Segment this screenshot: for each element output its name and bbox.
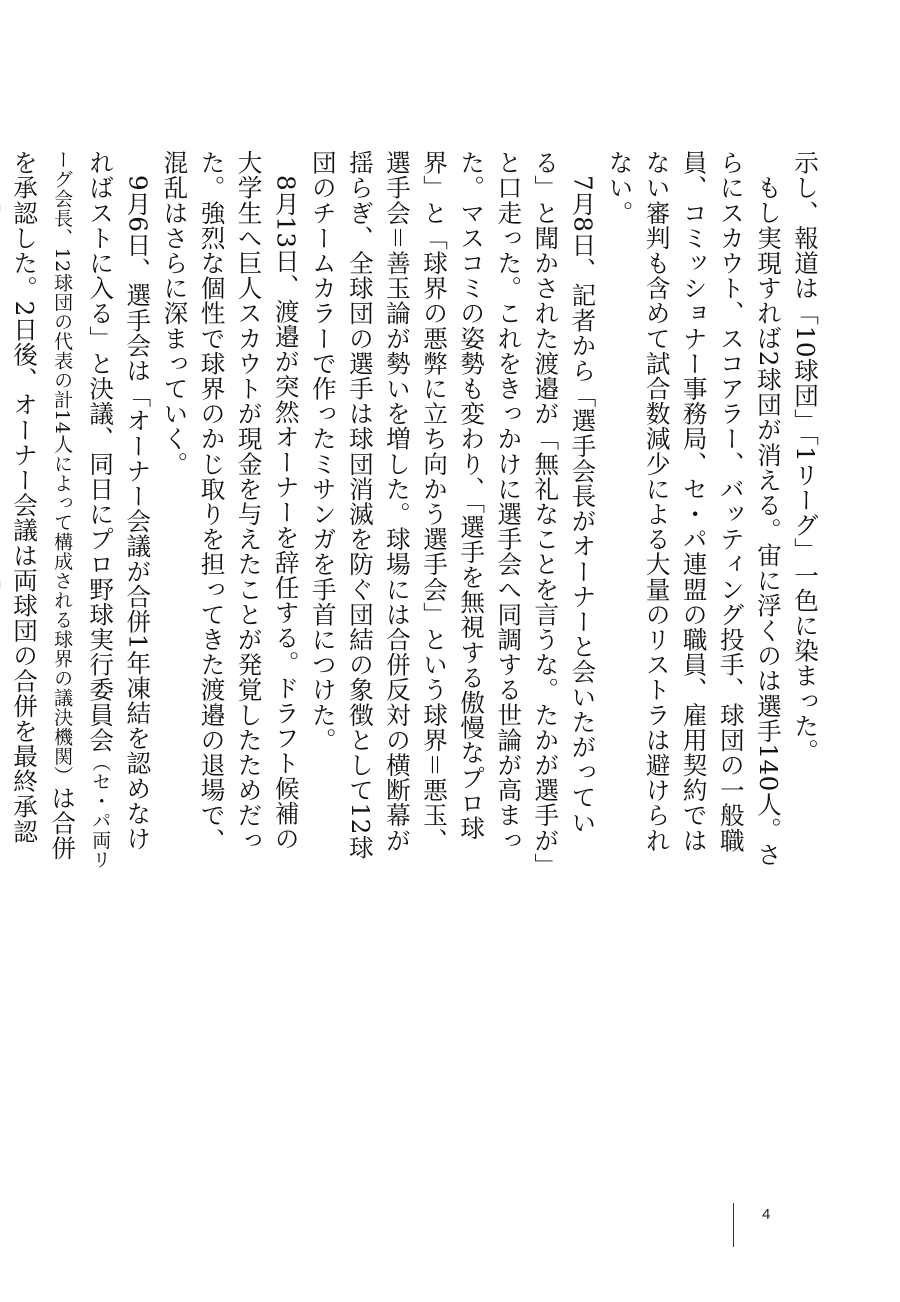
page-number-divider — [733, 1203, 734, 1247]
paragraph-3: 7月8日、記者から「選手会長がオーナーと会いたがっている」と聞かされた渡邉が「無礼なことを言うな。たかが選手が」と口走った。これをきっかけに選手会へ同調する世論が高まった。マスコミの姿勢も変わり、「選手を無視する傲慢なプロ球界」と「球界の悪弊に立ち向かう選手会」という球界＝悪玉、選手会＝善玉論が勢いを増した。球場には合併反対の横断幕が揺らぎ、全球団の選手は球団消滅を防ぐ団結の象徴として12球団のチームカラーで作ったミサンガを手首につけた。 — [308, 150, 598, 866]
paragraph-5-after: は合併を承認した。2日後、オーナー会議は両球団の合併を最終承認 — [10, 150, 78, 861]
page-number: 4 — [762, 1206, 771, 1223]
paragraph-1: 示し、報道は「10球団」「1リーグ」一色に染まった。 — [791, 150, 820, 764]
paragraph-5-before: 9月6日、選手会は「オーナー会議が合併1年凍結を認めなければストに入る」と決議、同日にプロ野球実行委員会 — [86, 150, 153, 851]
paragraph-5-annotation: （セ・パ両リーグ会長、12球団の代表の計14人によって構成される球界の議決機関） — [51, 150, 112, 870]
paragraph-2: もし実現すれば2球団が消える。宙に浮くのは選手140人。さらにスカウト、スコアラー、バッティング投手、球団の一般職員、コミッショナー事務局、セ・パ連盟の職員、雇用契約ではない審判も含めて試合数減少による大量のリストラは避けられない。 — [605, 150, 783, 867]
paragraph-4: 8月13日、渡邉が突然オーナーを辞任する。ドラフト候補の大学生へ巨人スカウトが現金を与えたことが発覚したためだった。強烈な個性で球界のかじ取りを担ってきた渡邉の退場で、混乱はさらに深まっていく。 — [160, 150, 301, 853]
vertical-body-text — [10, 150, 824, 870]
paragraph-5 — [0, 150, 156, 870]
